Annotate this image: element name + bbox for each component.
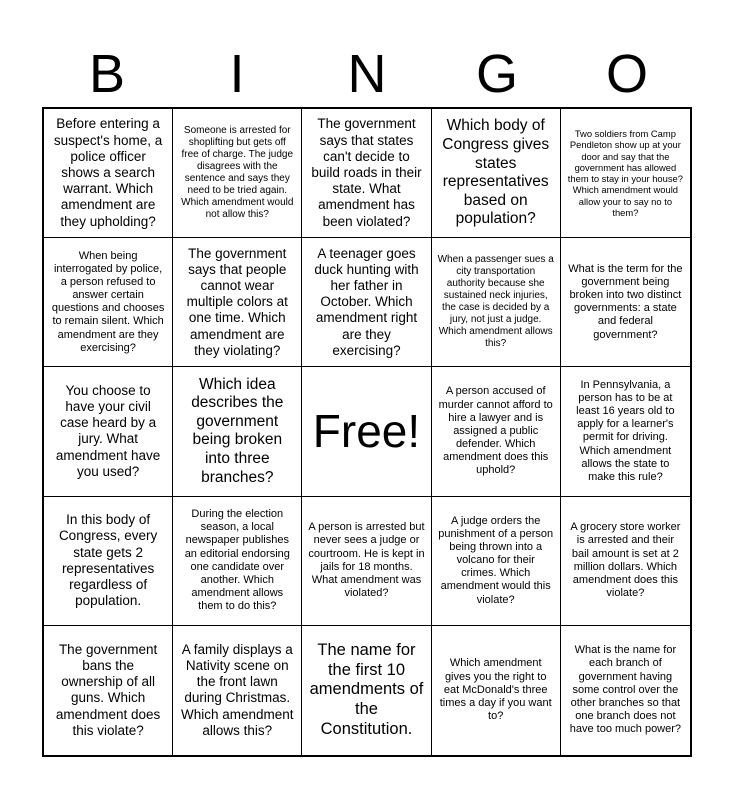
bingo-cell[interactable] — [432, 626, 561, 755]
cell-text: During the election season, a local newspaper publishes an editorial endorsing one candidate over another. Which amendment allows them to do this? — [184, 507, 290, 613]
bingo-cell[interactable] — [173, 109, 302, 238]
header-letter-n: N — [347, 44, 387, 104]
bingo-cell[interactable] — [44, 497, 173, 626]
header-letter-b: B — [88, 44, 126, 104]
cell-text: Which idea describes the government being broken into three branches? — [191, 375, 284, 486]
cell-text: The government says that people cannot wear multiple colors at one time. Which amendment are they violating? — [186, 245, 288, 358]
cell-text: A judge orders the punishment of a person being thrown into a volcano for their crimes. Which amendment would this violate? — [438, 514, 554, 606]
bingo-cell[interactable] — [561, 497, 690, 626]
bingo-cell[interactable] — [302, 238, 431, 367]
bingo-cell[interactable] — [44, 626, 173, 755]
header-letter-i: I — [229, 44, 245, 104]
cell-text: In this body of Congress, every state gets 2 representatives regardless of population. — [58, 512, 158, 609]
cell-text: A family displays a Nativity scene on the front lawn during Christmas. Which amendment allows this? — [181, 641, 294, 738]
cell-text: The government says that states can't decide to build roads in their state. What amendment has been violated? — [311, 116, 422, 229]
bingo-cell[interactable] — [44, 109, 173, 238]
bingo-cell[interactable] — [561, 238, 690, 367]
cell-text: Someone is arrested for shoplifting but gets off free of charge. The judge disagrees with the sentence and says they need to be tried again. Which amendment would not allow this? — [181, 125, 294, 221]
header-letter-o: O — [605, 44, 648, 104]
bingo-cell[interactable] — [173, 367, 302, 496]
cell-text: The government bans the ownership of all guns. Which amendment does this violate? — [55, 641, 161, 738]
bingo-cell[interactable] — [561, 626, 690, 755]
bingo-cell[interactable] — [44, 367, 173, 496]
cell-text: Which amendment gives you the right to eat McDonald's three times a day if you want to? — [439, 657, 552, 723]
bingo-cell[interactable] — [44, 238, 173, 367]
cell-text: When being interrogated by police, a person refused to answer certain questions and chooses to remain silent. Which amendment are they exercising? — [51, 249, 165, 354]
bingo-cell[interactable] — [432, 497, 561, 626]
bingo-cell[interactable] — [173, 497, 302, 626]
cell-text: In Pennsylvania, a person has to be at least 16 years old to apply for a learner's permit for driving. Which amendment allows the state to make this rule? — [576, 378, 675, 484]
bingo-cell[interactable] — [302, 626, 431, 755]
cell-text: The name for the first 10 amendments of the Constitution. — [309, 640, 424, 739]
cell-text: What is the term for the government being broken into two distinct governments: a state and federal government? — [568, 262, 683, 341]
cell-text: Which body of Congress gives states representatives based on population? — [442, 117, 550, 228]
bingo-header — [42, 44, 692, 104]
free-space-label: Free! — [312, 404, 421, 457]
bingo-cell[interactable] — [302, 109, 431, 238]
cell-text: A person accused of murder cannot afford to hire a lawyer and is assigned a public defender. Which amendment does this uphold? — [438, 385, 553, 477]
bingo-cell[interactable] — [173, 238, 302, 367]
bingo-cell[interactable] — [561, 109, 690, 238]
cell-text: What is the name for each branch of government having some control over the other branches so that one branch does not have too much power? — [569, 644, 682, 736]
cell-text: You choose to have your civil case heard by a jury. What amendment have you used? — [55, 382, 161, 479]
cell-text: Two soldiers from Camp Pendleton show up at your door and say that the government has allowed them to stay in your house? Which amendment would allow your to say no to them? — [567, 127, 683, 218]
header-letter-g: G — [475, 44, 518, 104]
bingo-cell[interactable] — [432, 109, 561, 238]
cell-text: A person is arrested but never sees a judge or courtroom. He is kept in jails for 18 months. What amendment was violated? — [308, 521, 425, 600]
cell-text: A grocery store worker is arrested and their bail amount is set at 2 million dollars. Which amendment does this violate? — [570, 521, 681, 600]
bingo-cell[interactable] — [432, 238, 561, 367]
cell-text: A teenager goes duck hunting with her father in October. Which amendment right are they exercising? — [314, 245, 419, 358]
free-space[interactable] — [302, 367, 431, 496]
bingo-cell[interactable] — [432, 367, 561, 496]
cell-text: When a passenger sues a city transportation authority because she sustained neck injuries, the case is decided by a jury, not just a judge. Which amendment allows this? — [437, 254, 554, 350]
bingo-card — [42, 107, 692, 757]
bingo-cell[interactable] — [302, 497, 431, 626]
cell-text: Before entering a suspect's home, a police officer shows a search warrant. Which amendment are they upholding? — [53, 116, 163, 229]
bingo-cell[interactable] — [561, 367, 690, 496]
bingo-cell[interactable] — [173, 626, 302, 755]
